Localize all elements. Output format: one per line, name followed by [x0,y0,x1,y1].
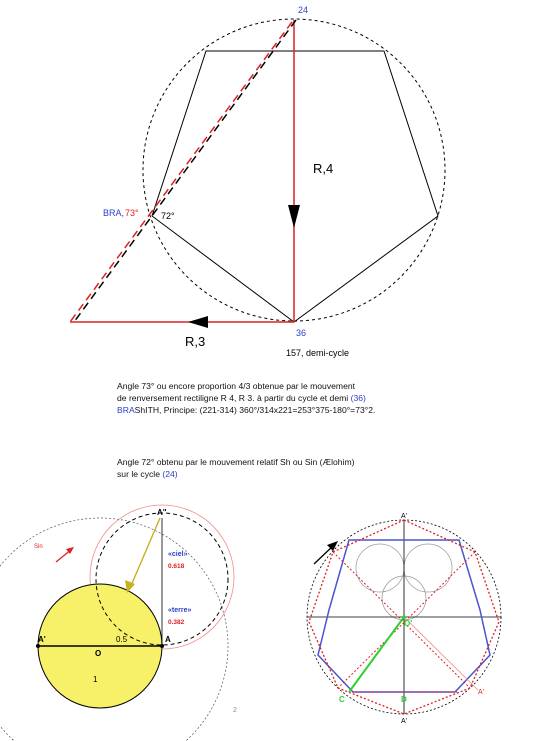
inner-circle-upper-left [356,544,404,592]
heptagon-diagram [307,513,501,725]
caption-1-line-2 [117,392,375,404]
label-36: 36 [296,328,307,338]
label-o-prime: O' [404,619,413,628]
pink-line-right [404,617,478,690]
caption-2-line-2-text: sur le cycle [117,469,163,479]
label-top-a-prime: A' [401,513,408,520]
olive-arrow-line [130,518,160,588]
label-terre-value: 0.382 [168,619,185,626]
r4-arrow-head [288,205,300,228]
label-r4: R,4 [313,161,334,176]
label-half: 0.5 [116,635,128,644]
r3-arrow-head [188,316,208,328]
point-a1-dot [36,644,40,648]
label-r3: R,3 [185,334,206,349]
caption-2-cycle-24: (24) [162,469,178,479]
label-72-degrees: 72° [161,211,175,221]
label-24: 24 [298,5,309,15]
inner-circle-upper-right [404,544,452,592]
green-radius-line [349,617,404,692]
label-c: C [339,695,345,704]
caption-1-line-3-text: ShITH, Principe: (221-314) 360°/314x221=253°375-180°=73°2. [134,405,376,415]
pentagon [152,51,438,322]
label-ciel-value: 0.618 [168,563,185,570]
label-o: O [95,649,102,658]
dashed-red-diagonal [70,22,292,322]
caption-2-line-1: Angle 72° obtenu par le mouvement relatif Sh ou Sin (Ælohim) [117,457,355,467]
caption-angle-73 [117,380,375,416]
label-a-double-prime: A" [157,508,167,517]
caption-1-cycle-36: (36) [350,393,366,403]
label-bra-angle: 73° [125,208,139,218]
caption-2-line-2 [117,468,355,480]
label-bottom-a-prime: A' [401,718,408,725]
label-a-prime: A' [38,635,46,644]
point-a-dot [160,644,164,648]
label-a: A [165,635,171,644]
label-demi-cycle: 157, demi-cycle [286,348,350,358]
label-ciel: «ciel» [168,551,188,558]
caption-1-line-3 [117,404,375,416]
label-d: D [401,695,407,704]
label-terre: «terre» [168,607,192,614]
caption-angle-72 [117,456,355,480]
label-sin: Sin [34,544,43,550]
label-bra: BRA, [103,208,125,218]
caption-1-bra: BRA [117,405,135,415]
caption-1-line-1: Angle 73° ou encore proportion 4/3 obtenue par le mouvement [117,381,356,391]
label-one: 1 [93,675,98,684]
golden-ratio-diagram [0,505,234,741]
top-diagram [70,5,445,358]
page-number: 2 [233,707,237,714]
label-right-a-prime: A' [478,689,485,696]
caption-1-line-2-text: de renversement rectiligne R 4, R 3. à partir du cycle et demi [117,393,351,403]
